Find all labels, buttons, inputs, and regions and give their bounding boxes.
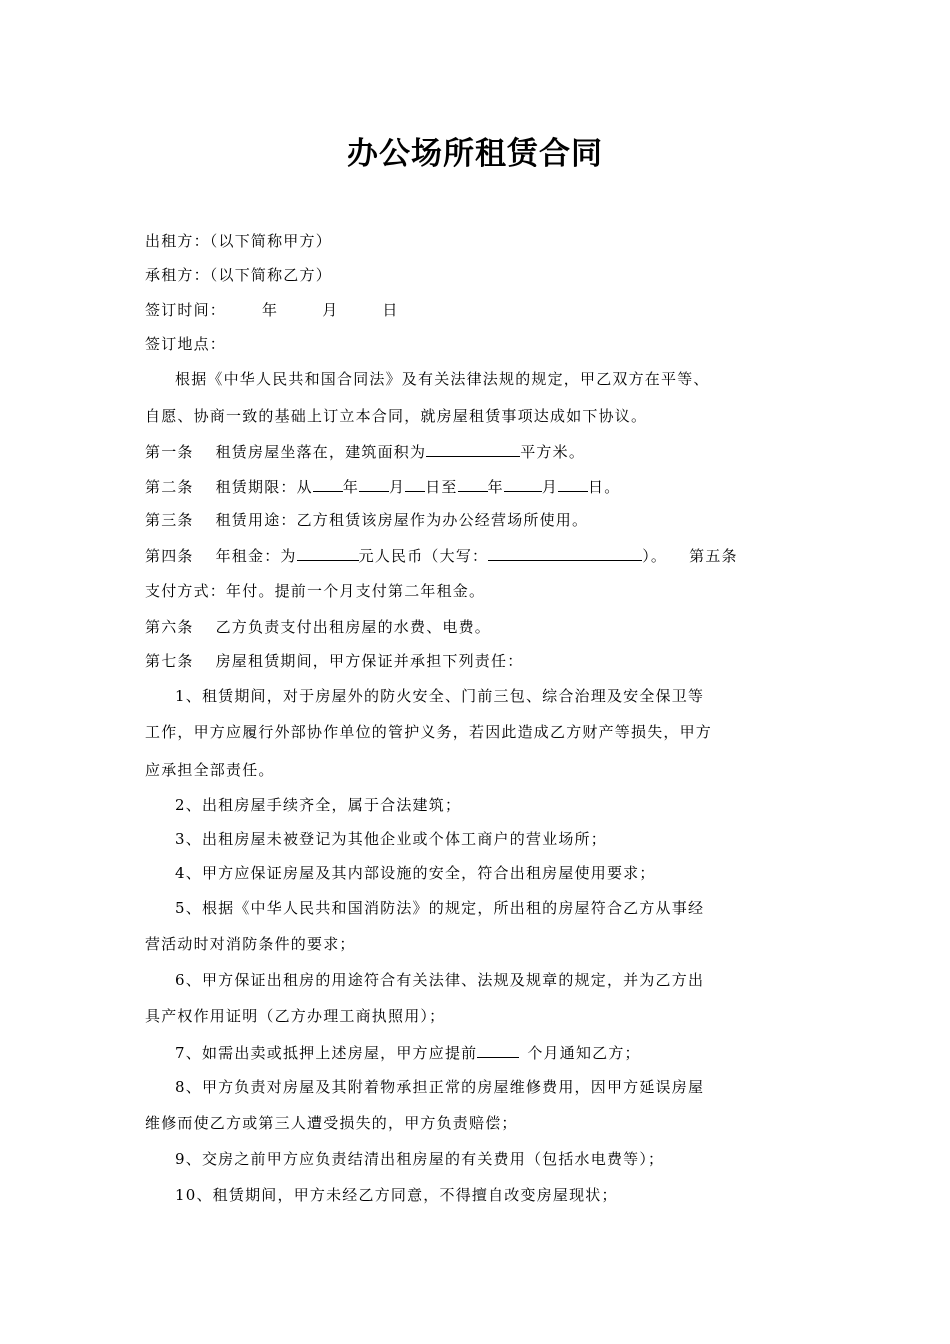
start-month-blank (359, 476, 389, 492)
rent-amount-blank (297, 545, 359, 561)
article-2-month-end: 月 (541, 478, 559, 496)
start-day-blank (405, 476, 425, 492)
article-6-number: 第六条 (145, 618, 194, 636)
article-7-text: 房屋租赁期间，甲方保证并承担下列责任： (215, 652, 524, 670)
article-7-number: 第七条 (145, 652, 194, 670)
item-6-line-1: 6、甲方保证出租房的用途符合有关法律、法规及规章的规定，并为乙方出 (175, 971, 705, 989)
item-4: 4、甲方应保证房屋及其内部设施的安全，符合出租房屋使用要求； (175, 864, 656, 882)
sign-year: 年 (262, 301, 279, 319)
sign-time-line (145, 300, 807, 320)
article-3 (145, 510, 807, 530)
item-2: 2、出租房屋手续齐全，属于合法建筑； (175, 796, 462, 814)
area-blank (426, 441, 520, 457)
article-1-unit: 平方米。 (520, 443, 586, 461)
article-6 (145, 617, 807, 637)
article-2-year: 年 (342, 478, 360, 496)
notice-months-blank (477, 1042, 519, 1058)
article-1 (145, 441, 807, 462)
item-8-line-1: 8、甲方负责对房屋及其附着物承担正常的房屋维修费用，因甲方延误房屋 (175, 1078, 705, 1096)
item-1-line-1: 1、租赁期间，对于房屋外的防火安全、门前三包、综合治理及安全保卫等 (175, 687, 705, 705)
rent-capital-blank (488, 545, 642, 561)
item-9: 9、交房之前甲方应负责结清出租房屋的有关费用（包括水电费等）； (175, 1150, 665, 1168)
start-year-blank (313, 476, 343, 492)
item-10: 10、租赁期间，甲方未经乙方同意，不得擅自改变房屋现状； (175, 1186, 618, 1204)
article-5-number: 第五条 (689, 547, 738, 565)
article-2-day-end: 日。 (588, 478, 621, 496)
sign-month: 月 (322, 301, 339, 319)
article-2-month: 月 (389, 478, 406, 496)
article-3-number: 第三条 (145, 511, 194, 529)
article-4 (145, 545, 807, 566)
end-year-blank (458, 476, 488, 492)
item-1-line-3: 应承担全部责任。 (145, 761, 275, 779)
article-5-text: 支付方式：年付。提前一个月支付第二年租金。 (145, 582, 486, 600)
item-6-line-2: 具产权作用证明（乙方办理工商执照用）； (145, 1007, 446, 1025)
document-title: 办公场所租赁合同 (347, 136, 603, 172)
item-5-line-2: 营活动时对消防条件的要求； (145, 935, 356, 953)
article-2-day-to: 日至 (425, 478, 458, 496)
sign-day: 日 (382, 301, 399, 319)
item-8-line-2: 维修而使乙方或第三人遭受损失的，甲方负责赔偿； (145, 1114, 518, 1132)
article-4-number: 第四条 (145, 547, 194, 565)
preamble-line-1: 根据《中华人民共和国合同法》及有关法律法规的规定，甲乙双方在平等、 (175, 370, 710, 388)
item-3: 3、出租房屋未被登记为其他企业或个体工商户的营业场所； (175, 830, 607, 848)
article-1-number: 第一条 (145, 443, 194, 461)
article-4-currency: 元人民币（大写： (358, 547, 489, 565)
item-1-line-2: 工作，甲方应履行外部协作单位的管护义务，若因此造成乙方财产等损失，甲方 (145, 723, 713, 741)
lessee-line: 承租方：（以下简称乙方） (145, 266, 332, 284)
article-1-text: 租赁房屋坐落在，建筑面积为 (215, 443, 427, 461)
article-2 (145, 476, 807, 497)
item-7-text: 7、如需出卖或抵押上述房屋，甲方应提前 (175, 1044, 478, 1062)
article-3-text: 租赁用途：乙方租赁该房屋作为办公经营场所使用。 (215, 511, 589, 529)
article-4-close: ）。 (642, 547, 668, 565)
article-4-text: 年租金：为 (215, 547, 297, 565)
article-2-year-end: 年 (487, 478, 504, 496)
lessor-line: 出租方：（以下简称甲方） (145, 232, 332, 250)
sign-place-line: 签订地点： (145, 335, 227, 353)
item-7 (175, 1042, 807, 1063)
preamble-line-2: 自愿、协商一致的基础上订立本合同，就房屋租赁事项达成如下协议。 (145, 407, 648, 425)
article-2-text: 租赁期限：从 (215, 478, 313, 496)
item-5-line-1: 5、根据《中华人民共和国消防法》的规定，所出租的房屋符合乙方从事经 (175, 899, 705, 917)
article-2-number: 第二条 (145, 478, 194, 496)
end-day-blank (558, 476, 588, 492)
article-7 (145, 651, 807, 671)
end-month-blank (504, 476, 542, 492)
article-6-text: 乙方负责支付出租房屋的水费、电费。 (215, 618, 492, 636)
sign-time-label: 签订时间： (145, 301, 227, 319)
item-7-tail: 个月通知乙方； (527, 1044, 641, 1062)
